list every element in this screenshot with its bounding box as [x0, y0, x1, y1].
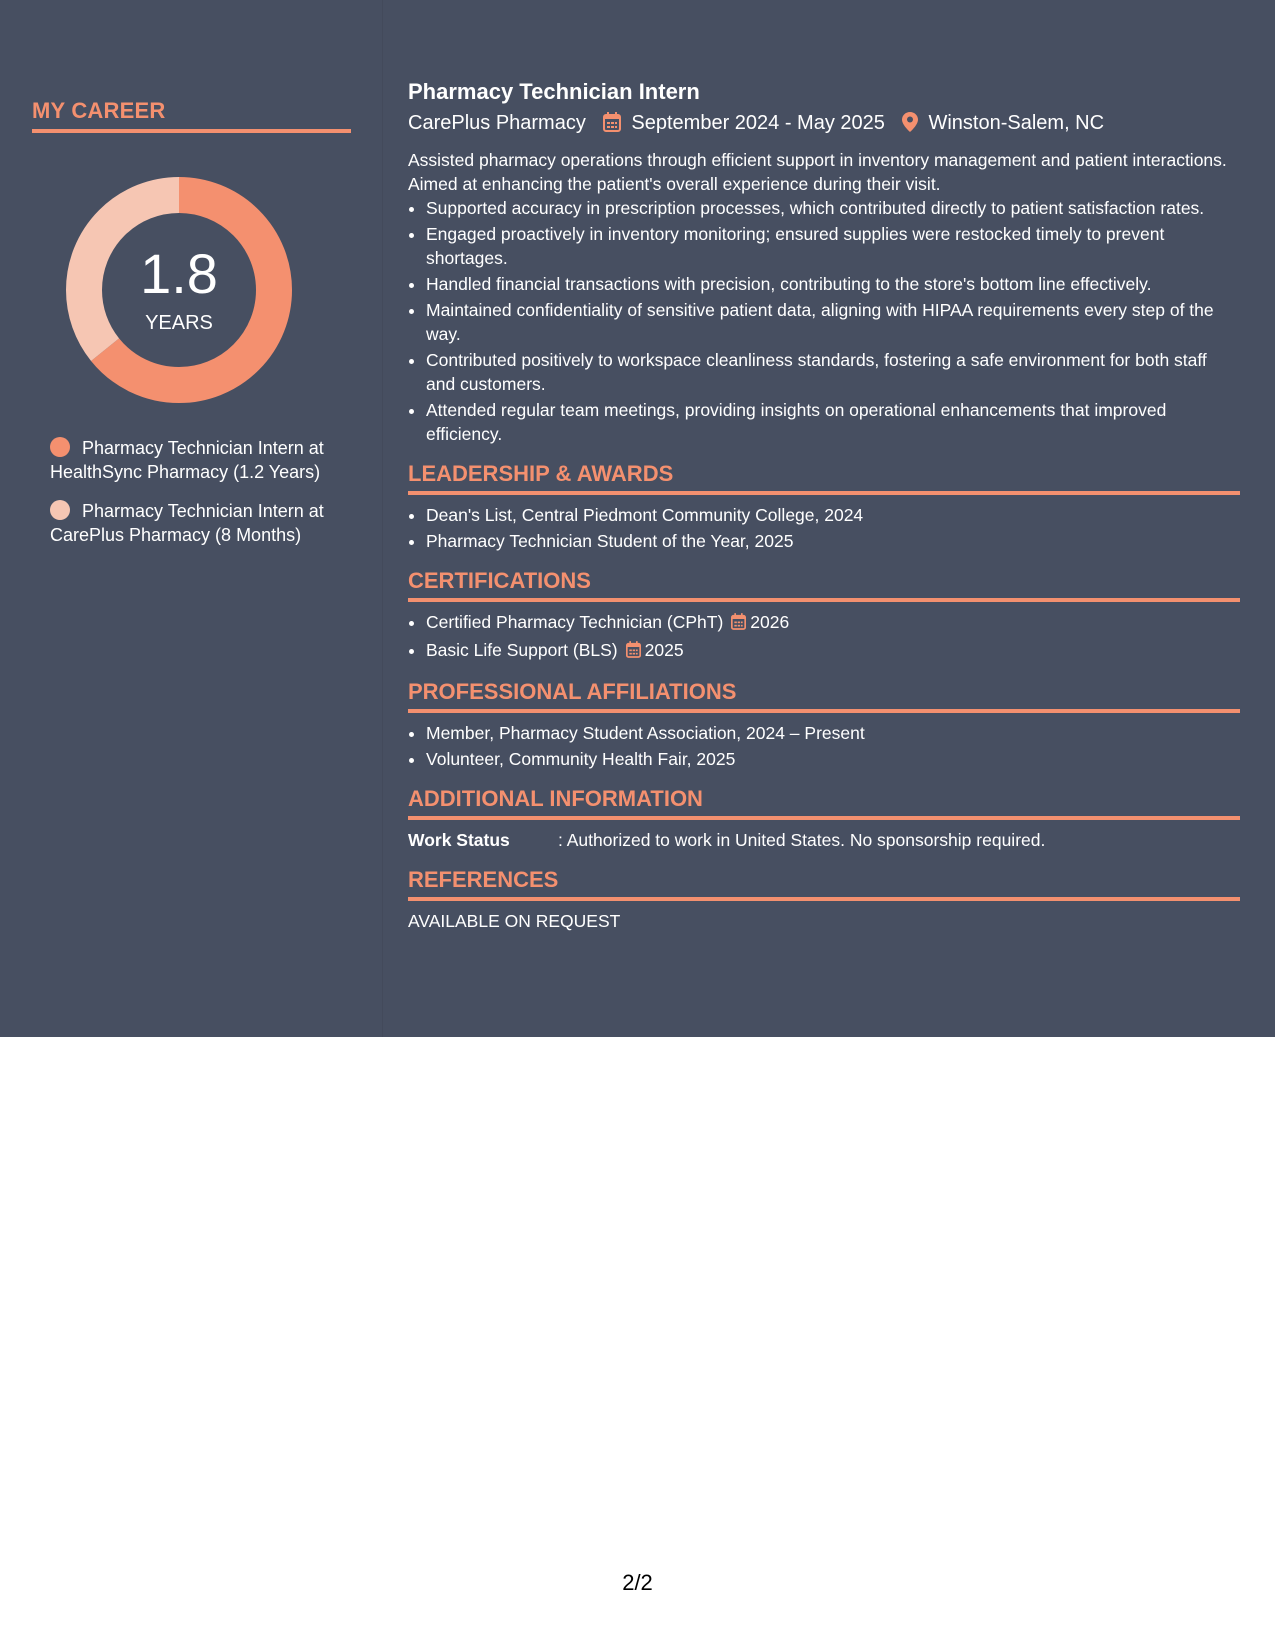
section-rule [408, 709, 1240, 713]
list-item: • Dean's List, Central Piedmont Community College, 2024 [426, 503, 1240, 527]
certification-year: 2025 [644, 640, 684, 660]
certification-name: Certified Pharmacy Technician (CPhT) [426, 612, 724, 632]
list-item [426, 638, 1240, 664]
list-item: • Handled financial transactions with precision, contributing to the store's bottom line effectively. [426, 272, 1240, 296]
column-divider [382, 0, 383, 1037]
job-dates: September 2024 - May 2025 [631, 112, 885, 134]
certification-name: Basic Life Support (BLS) [426, 640, 618, 660]
legend-item [50, 436, 335, 484]
job-location: Winston-Salem, NC [928, 112, 1105, 134]
section-title-leadership: LEADERSHIP & AWARDS [408, 461, 674, 486]
section-rule [408, 598, 1240, 602]
list-item: • Maintained confidentiality of sensitive patient data, aligning with HIPAA requirements every step of the way. [426, 298, 1240, 346]
list-item: • Contributed positively to workspace cleanliness standards, fostering a safe environment for both staff and customers. [426, 348, 1240, 396]
job-meta [408, 109, 1240, 140]
job-company: CarePlus Pharmacy [408, 112, 586, 134]
list-item [426, 610, 1240, 636]
list-item: • Supported accuracy in prescription processes, which contributed directly to patient satisfaction rates. [426, 196, 1240, 220]
career-heading: MY CAREER [32, 98, 166, 123]
career-heading-rule [32, 129, 351, 133]
leadership-list [408, 503, 1240, 553]
map-pin-icon [902, 112, 918, 140]
legend-dot-icon [50, 437, 70, 457]
calendar-icon [731, 612, 746, 636]
section-title-affiliations: PROFESSIONAL AFFILIATIONS [408, 679, 737, 704]
calendar-icon [626, 640, 641, 664]
section-rule [408, 816, 1240, 820]
list-item: • Attended regular team meetings, providing insights on operational enhancements that improved efficiency. [426, 398, 1240, 446]
section-title-additional: ADDITIONAL INFORMATION [408, 786, 703, 811]
job-description: Assisted pharmacy operations through efficient support in inventory management and patient interactions. Aimed at enhancing the patient's overall experience during their visit. [408, 150, 1227, 194]
main-content [408, 78, 1240, 933]
references-text: AVAILABLE ON REQUEST [408, 911, 621, 931]
section-rule [408, 897, 1240, 901]
list-item: • Pharmacy Technician Student of the Year, 2025 [426, 529, 1240, 553]
legend-label: Pharmacy Technician Intern at CarePlus Pharmacy (8 Months) [50, 501, 324, 545]
career-total-unit: YEARS [145, 312, 213, 334]
work-status-label: Work Status [408, 830, 510, 850]
legend-label: Pharmacy Technician Intern at HealthSync Pharmacy (1.2 Years) [50, 438, 324, 482]
career-legend [50, 436, 335, 562]
career-total-value: 1.8 [140, 242, 218, 305]
list-item: • Member, Pharmacy Student Association, 2024 – Present [426, 721, 1240, 745]
certification-year: 2026 [750, 612, 790, 632]
legend-dot-icon [50, 500, 70, 520]
list-item: • Volunteer, Community Health Fair, 2025 [426, 747, 1240, 771]
certifications-list [408, 610, 1240, 664]
work-status-row [408, 828, 1240, 852]
page-number: 2/2 [622, 1570, 653, 1595]
work-status-value: : Authorized to work in United States. No sponsorship required. [558, 830, 1046, 850]
list-item: • Engaged proactively in inventory monitoring; ensured supplies were restocked timely to prevent shortages. [426, 222, 1240, 270]
job-bullets [408, 196, 1240, 446]
section-title-references: REFERENCES [408, 867, 559, 892]
job-title: Pharmacy Technician Intern [408, 79, 700, 104]
legend-item [50, 499, 335, 547]
section-title-certifications: CERTIFICATIONS [408, 568, 591, 593]
affiliations-list [408, 721, 1240, 771]
calendar-icon [603, 112, 621, 140]
section-rule [408, 491, 1240, 495]
